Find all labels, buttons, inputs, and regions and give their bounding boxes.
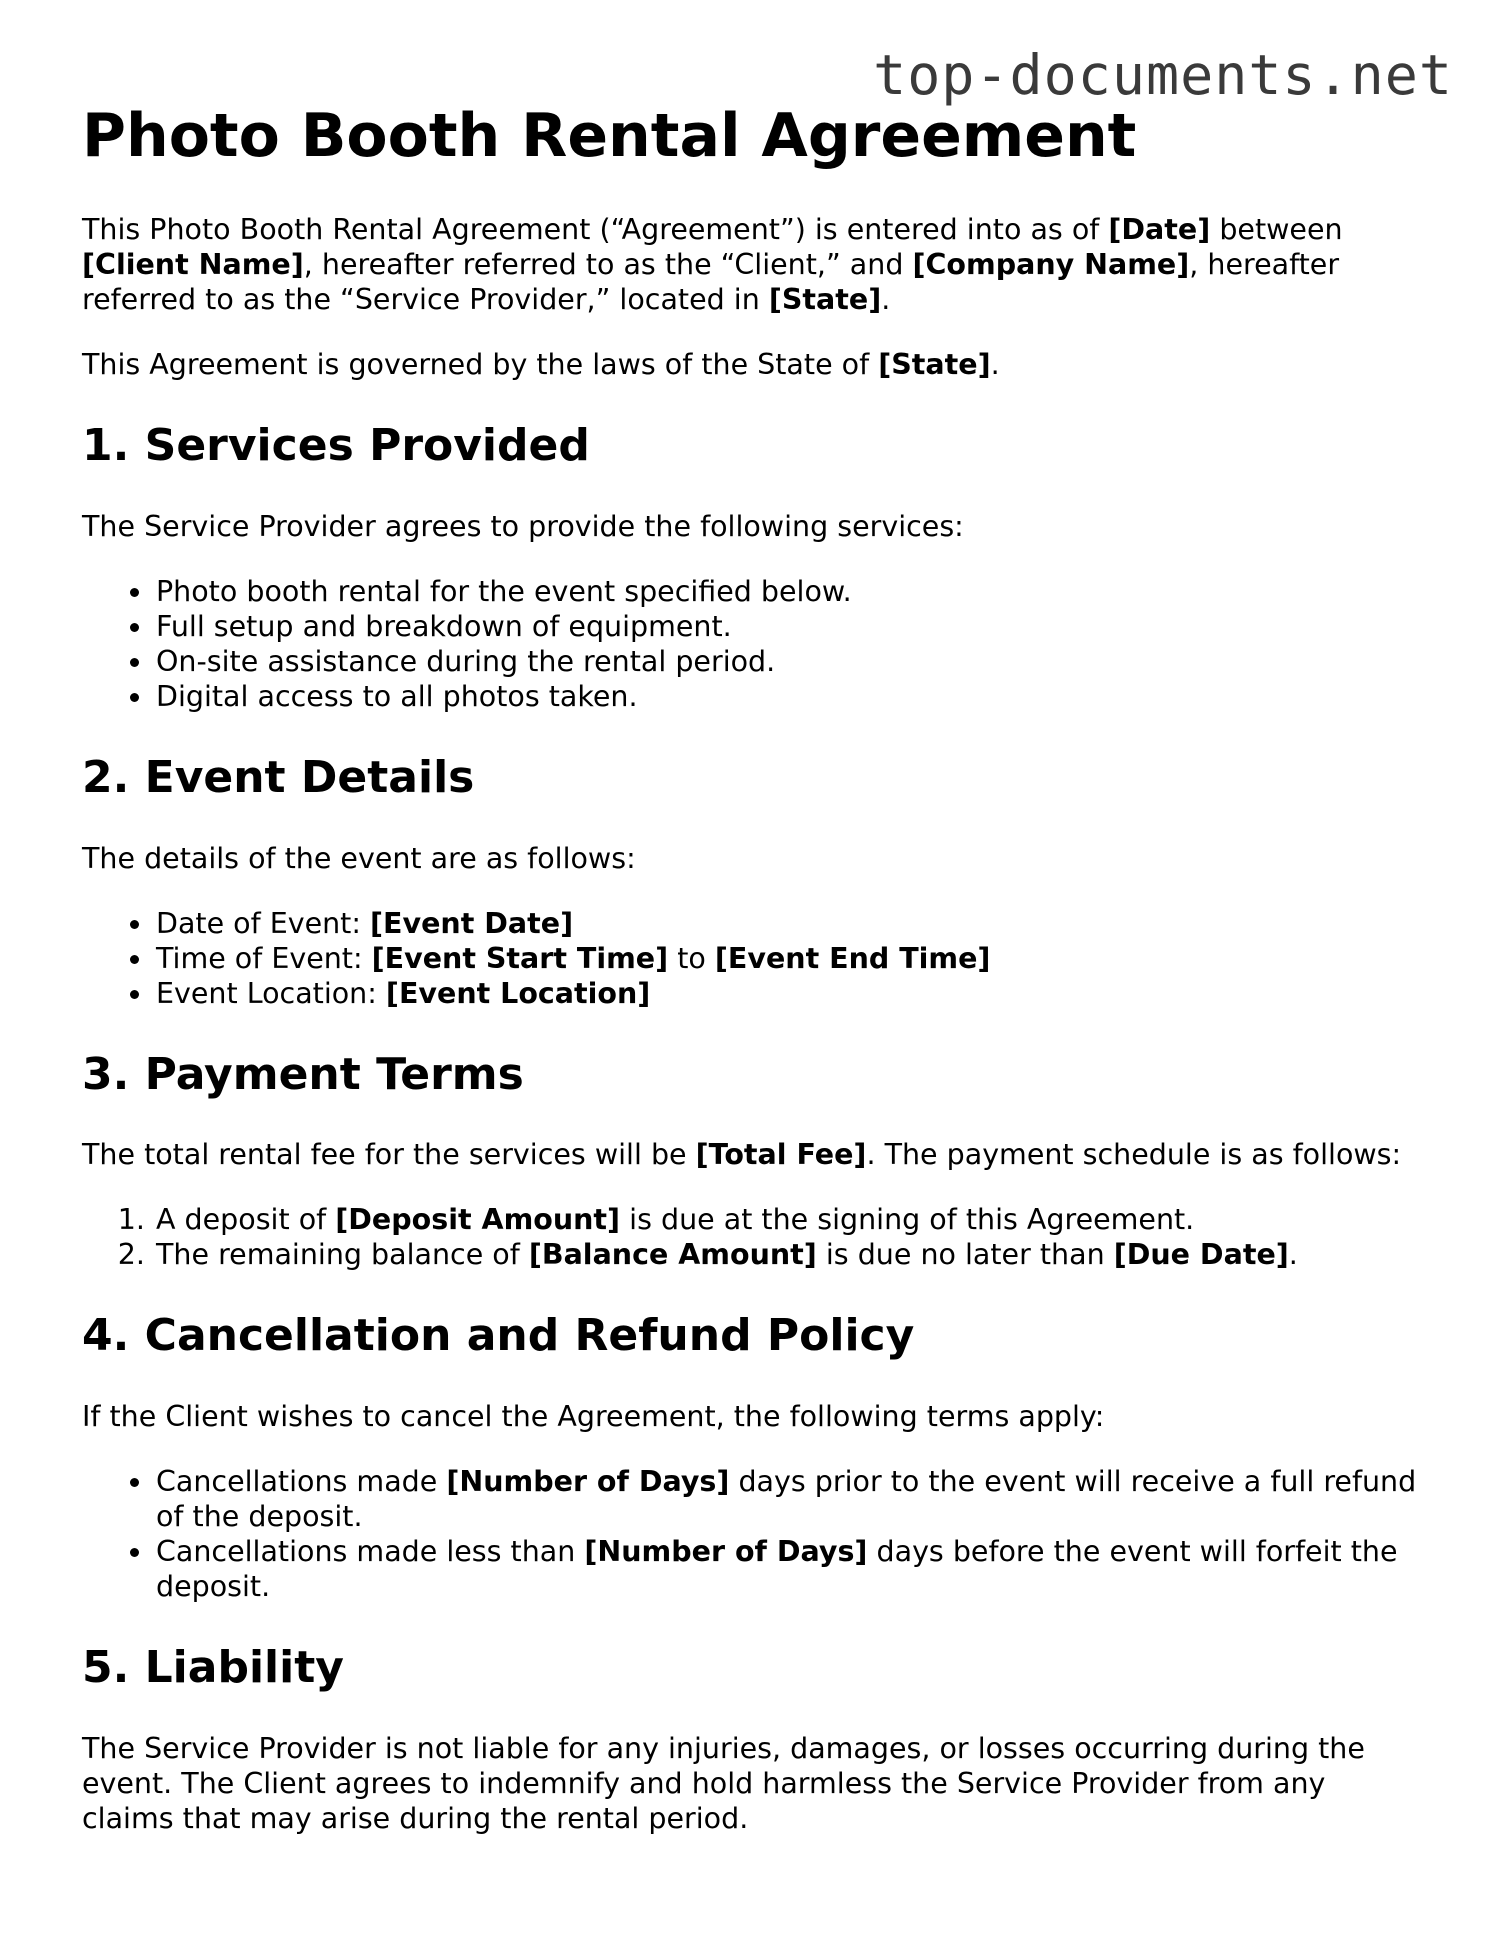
list-item: [154, 1534, 1422, 1604]
state-placeholder: [State]: [768, 283, 882, 316]
list-item: [154, 941, 1422, 976]
event-time-to: to: [668, 941, 715, 975]
governing-law-paragraph: [82, 347, 1422, 382]
balance-text-3: .: [1288, 1238, 1298, 1272]
list-item: [154, 976, 1422, 1011]
section-heading-event-details: 2. Event Details: [82, 751, 475, 803]
liability-paragraph: The Service Provider is not liable for any injuries, damages, or losses occurring during the event. The Client agrees to indemnify and hold harmless the Service Provider from any claims that may arise during the rental period.: [82, 1731, 1365, 1835]
list-item: [154, 1237, 1422, 1272]
event-location-placeholder: [Event Location]: [385, 976, 651, 1010]
deposit-amount-placeholder: [Deposit Amount]: [335, 1203, 621, 1237]
document-title: Photo Booth Rental Agreement: [82, 101, 1137, 171]
event-date-placeholder: [Event Date]: [370, 906, 574, 940]
list-item: [154, 1202, 1422, 1237]
number-of-days-placeholder: [Number of Days]: [584, 1535, 868, 1569]
event-start-time-placeholder: [Event Start Time]: [371, 941, 669, 975]
list-item: [154, 1464, 1422, 1534]
event-time-label: Time of Event:: [156, 941, 372, 975]
services-intro: The Service Provider agrees to provide the following services:: [82, 509, 964, 543]
deposit-text-1: A deposit of: [156, 1203, 336, 1237]
deposit-text-2: is due at the signing of this Agreement.: [620, 1203, 1195, 1237]
event-location-label: Event Location:: [156, 976, 386, 1010]
cancellation-intro: If the Client wishes to cancel the Agreement, the following terms apply:: [82, 1400, 1105, 1434]
section-heading-payment-terms: 3. Payment Terms: [82, 1048, 524, 1100]
event-date-label: Date of Event:: [156, 906, 371, 940]
number-of-days-placeholder: [Number of Days]: [446, 1465, 730, 1499]
cancel-text-1: Cancellations made: [156, 1465, 447, 1499]
balance-amount-placeholder: [Balance Amount]: [528, 1238, 817, 1272]
client-name-placeholder: [Client Name]: [82, 248, 304, 281]
section-heading-cancellation: 4. Cancellation and Refund Policy: [82, 1310, 915, 1362]
balance-text-2: is due no later than: [816, 1238, 1114, 1272]
intro-paragraph: [82, 212, 1422, 317]
intro-text-3: , hereafter referred to as the “Client,” and: [303, 248, 913, 281]
payment-schedule-list: [82, 1202, 1422, 1272]
payment-text-2: . The payment schedule is as follows:: [866, 1138, 1402, 1172]
section-heading-services: 1. Services Provided: [82, 420, 590, 471]
governing-text-1: This Agreement is governed by the laws of the State of: [82, 348, 879, 381]
balance-text-1: The remaining balance of: [156, 1238, 529, 1272]
event-end-time-placeholder: [Event End Time]: [714, 941, 991, 975]
event-details-list: [82, 906, 1422, 1011]
cancel-text-3: Cancellations made less than: [156, 1535, 585, 1569]
watermark: top-documents.net: [873, 43, 1453, 107]
due-date-placeholder: [Due Date]: [1113, 1238, 1289, 1272]
list-item: • Digital access to all photos taken.: [154, 679, 1422, 714]
payment-intro: [82, 1137, 1422, 1172]
cancel-text-4: days before the event will forfeit the deposit.: [156, 1535, 1398, 1604]
intro-text-2: between: [1210, 213, 1343, 246]
governing-state-placeholder: [State]: [878, 348, 991, 381]
company-name-placeholder: [Company Name]: [912, 248, 1190, 281]
event-details-intro: The details of the event are as follows:: [82, 841, 636, 875]
intro-text-4: , hereafter referred to as the “Service Provider,” located in: [82, 248, 1340, 316]
intro-text-5: .: [881, 283, 891, 316]
intro-text-1: This Photo Booth Rental Agreement (“Agreement”) is entered into as of: [82, 213, 1109, 246]
date-placeholder: [Date]: [1108, 213, 1211, 246]
services-list: [82, 574, 1422, 714]
document-page: [82, 100, 1422, 1866]
payment-text-1: The total rental fee for the services will be: [82, 1138, 696, 1172]
total-fee-placeholder: [Total Fee]: [695, 1138, 867, 1172]
list-item: • Full setup and breakdown of equipment.: [154, 609, 1422, 644]
governing-text-2: .: [990, 348, 1000, 381]
section-heading-liability: 5. Liability: [82, 1642, 344, 1694]
list-item: [154, 906, 1422, 941]
cancellation-list: [82, 1464, 1422, 1604]
cancel-text-2: days prior to the event will receive a full refund of the deposit.: [156, 1465, 1417, 1534]
list-item: • Photo booth rental for the event specified below.: [154, 574, 1422, 609]
list-item: • On-site assistance during the rental period.: [154, 644, 1422, 679]
